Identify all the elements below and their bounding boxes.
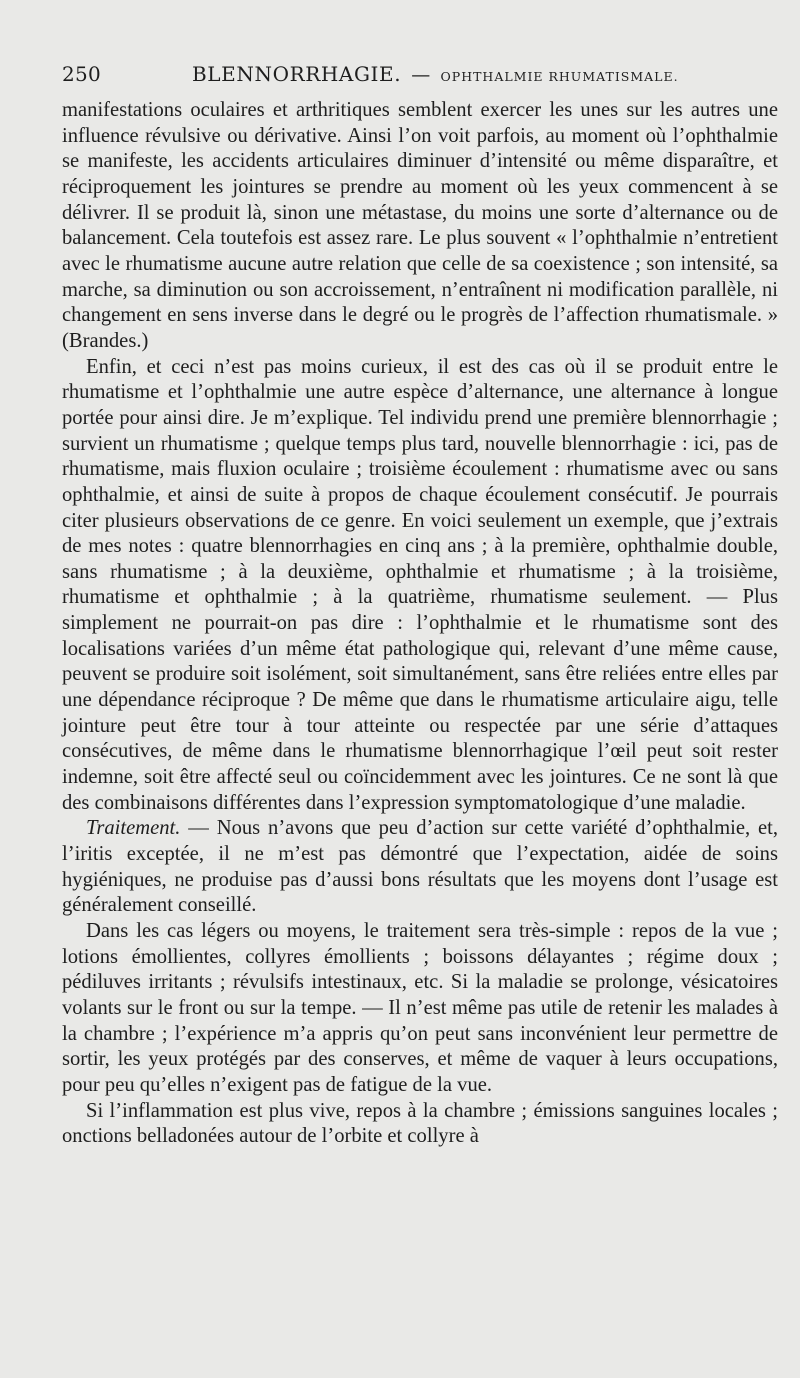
paragraph-text: — Nous n’avons que peu d’action sur cette variété d’ophthalmie, et, l’iritis exceptée, il ne m’est pas démontré que l’expectation, aidée de soins hygiéniques, ne produise pas d’aussi bons résultats que les moyens dont l’usage est généralement conseillé.: [62, 817, 778, 917]
paragraph-traitement: [62, 816, 778, 919]
paragraph-text: Si l’inflammation est plus vive, repos à la chambre ; émissions sanguines locales ; onctions belladonées autour de l’orbite et collyre à: [62, 1099, 778, 1148]
paragraph-text: manifestations oculaires et arthritiques semblent exercer les unes sur les autres une influence révulsive ou dérivative. Ainsi l’on voit parfois, au moment où l’ophthalmie se manifeste, les accidents articulaires diminuer d’intensité ou même disparaître, et réciproquement les jointures se prendre au moment où les yeux commencent à se délivrer. Il se produit là, sinon une métastase, du moins une sorte d’alternance ou de balancement. Cela toutefois est assez rare. Le plus souvent « l’ophthalmie n’entretient avec le rhumatisme aucune autre relation que celle de sa coexistence ; son intensité, sa marche, sa diminution ou son accroissement, n’entraînent ni modification parallèle, ni changement en sens inverse dans le degré ou le progrès de l’affection rhumatismale. » (Brandes.): [62, 99, 778, 352]
paragraph-inflammation-vive: [62, 1099, 778, 1150]
paragraph-continuation: [62, 98, 778, 355]
page-number: 250: [62, 62, 102, 86]
running-head-subtitle: OPHTHALMIE RHUMATISMALE.: [440, 69, 679, 84]
running-head: [62, 62, 778, 96]
paragraph-text: Dans les cas légers ou moyens, le traitement sera très-simple : repos de la vue ; lotions émollientes, collyres émollients ; boissons délayantes ; régime doux ; pédiluves irritants ; révulsifs intestinaux, etc. Si la maladie se prolonge, vésicatoires volants sur le front ou sur la tempe. — Il n’est même pas utile de retenir les malades à la chambre ; l’expérience m’a appris qu’on peut sans inconvénient leur permettre de sortir, les yeux protégés par des conserves, et même de vaquer à leurs occupations, pour peu qu’elles n’exigent pas de fatigue de la vue.: [62, 920, 778, 1096]
running-head-dash: —: [411, 64, 431, 86]
paragraph-alternance: [62, 355, 778, 817]
body-text: [62, 98, 778, 1150]
running-head-title: BLENNORRHAGIE.: [192, 62, 402, 86]
section-heading-traitement: Traitement.: [86, 817, 181, 840]
paragraph-cas-legers: [62, 919, 778, 1099]
paragraph-text: Enfin, et ceci n’est pas moins curieux, il est des cas où il se produit entre le rhumatisme et l’ophthalmie une autre espèce d’alternance, une alternance à longue portée pour ainsi dire. Je m’explique. Tel individu prend une première blennorrhagie ; survient un rhumatisme ; quelque temps plus tard, nouvelle blennorrhagie : ici, pas de rhumatisme, mais fluxion oculaire ; troisième écoulement : rhumatisme avec ou sans ophthalmie, et ainsi de suite à propos de chaque écoulement consécutif. Je pourrais citer plusieurs observations de ce genre. En voici seulement un exemple, que j’extrais de mes notes : quatre blennorrhagies en cinq ans ; à la première, ophthalmie double, sans rhumatisme ; à la deuxième, ophthalmie et rhumatisme ; à la troisième, rhumatisme et ophthalmie ; à la quatrième, rhumatisme seulement. — Plus simplement ne pourrait-on pas dire : l’ophthalmie et le rhumatisme sont des localisations variées d’un même état pathologique qui, relevant d’une même cause, peuvent se produire soit isolément, soit simultanément, sans être reliées entre elles par une dépendance réciproque ? De même que dans le rhumatisme articulaire aigu, telle jointure peut être tour à tour atteinte ou respectée par une série d’attaques consécutives, de même dans le rhumatisme blennorrhagique l’œil peut soit rester indemne, soit être affecté seul ou coïncidemment avec les jointures. Ce ne sont là que des combinaisons différentes dans l’expression symptomatologique d’une maladie.: [62, 355, 778, 814]
